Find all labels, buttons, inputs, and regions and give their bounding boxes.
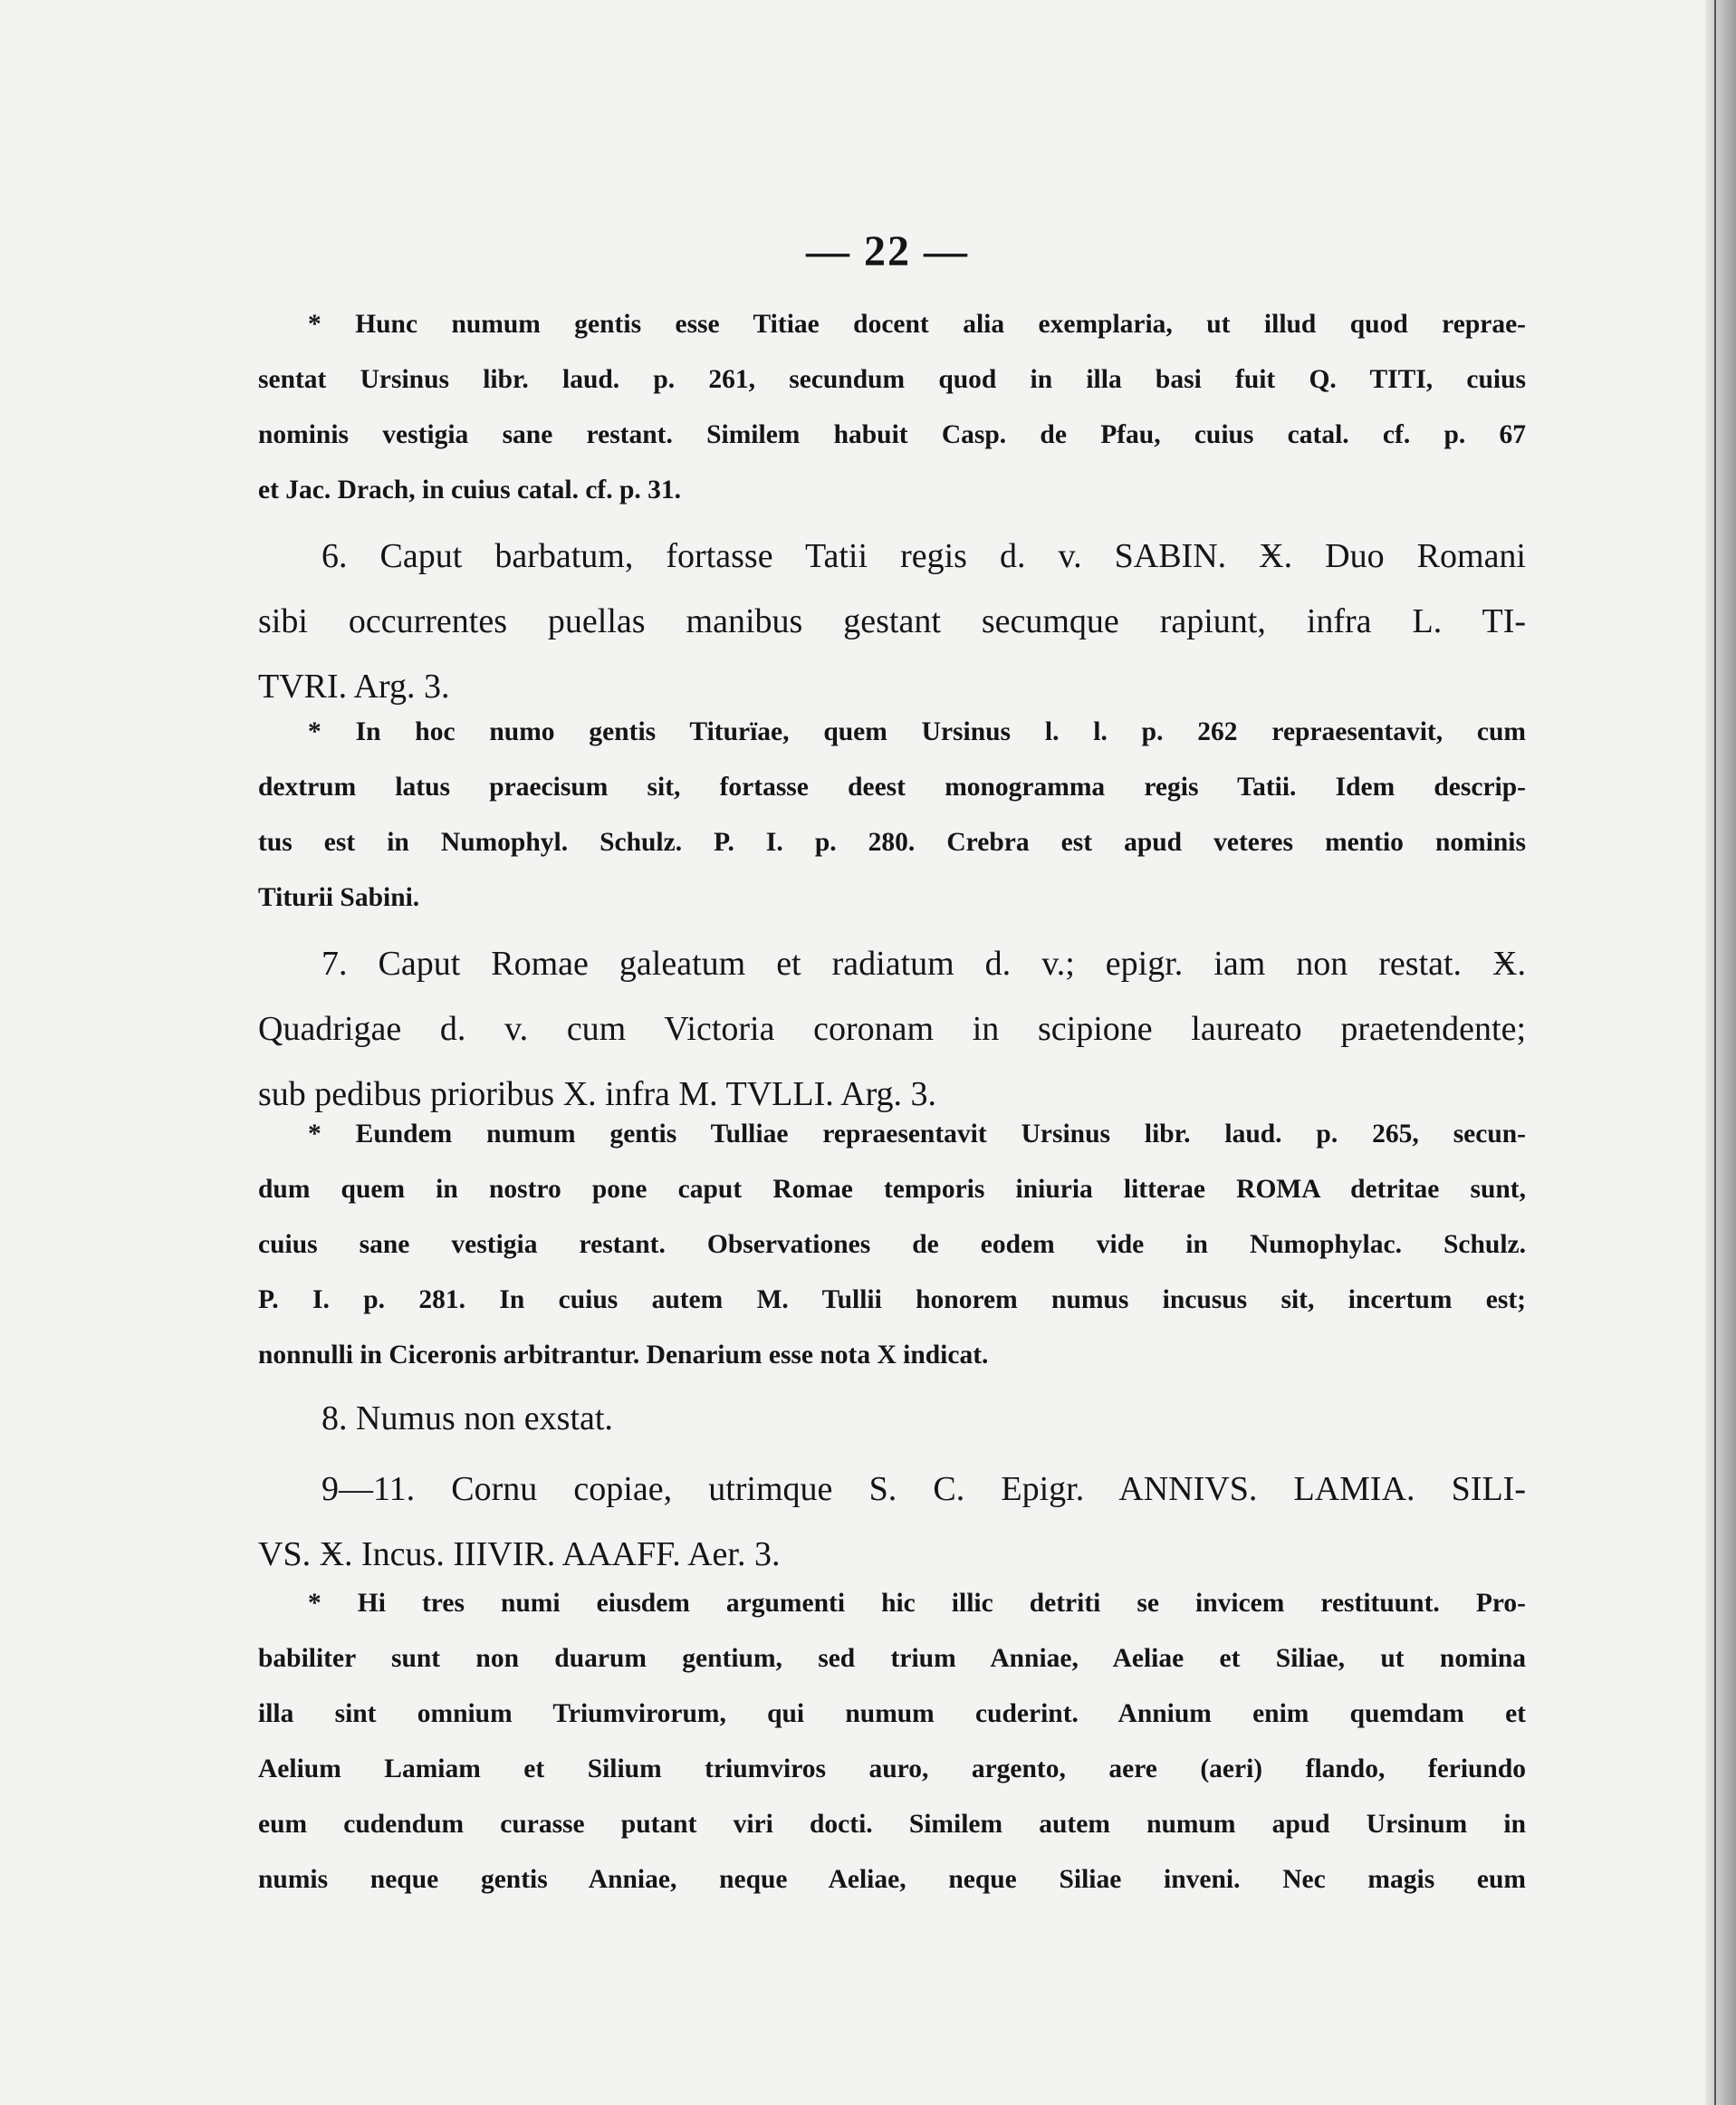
text-line: 6. Caput barbatum, fortasse Tatii regis d. v. SABIN. Ӿ. Duo Romani [321,537,1526,575]
text-line: * Eundem numum gentis Tulliae repraesentavit Ursinus libr. laud. p. 265, secun- [308,1120,1526,1149]
text-line: TVRI. Arg. 3. [258,668,450,706]
footnote-tulliae [258,1107,1526,1383]
page-number: — 22 — [806,227,969,275]
text-line: 9—11. Cornu copiae, utrimque S. C. Epigr. ANNIVS. LAMIA. SILI- [321,1470,1526,1508]
text-line: 8. Numus non exstat. [321,1399,613,1437]
coin-entry-9-11 [258,1456,1526,1587]
text-line: * In hoc numo gentis Titurïae, quem Ursinus l. l. p. 262 repraesentavit, cum [308,717,1526,746]
page-edge-line [1714,0,1716,2105]
text-line: * Hunc numum gentis esse Titiae docent alia exemplaria, ut illud quod reprae- [308,310,1526,339]
footnote-titiae [258,297,1526,518]
text-line: babiliter sunt non duarum gentium, sed trium Anniae, Aeliae et Siliae, ut nomina [258,1644,1526,1673]
text-line: sub pedibus prioribus X. infra M. TVLLI. Arg. 3. [258,1075,937,1113]
coin-entry-7 [258,931,1526,1127]
text-line: Quadrigae d. v. cum Victoria coronam in scipione laureato praetendente; [258,1010,1526,1048]
book-spine-shadow [1705,0,1736,2105]
coin-entry-6 [258,524,1526,719]
footnote-anniae-aeliae-siliae [258,1576,1526,1908]
text-line: Titurii Sabini. [258,883,420,912]
text-line: tus est in Numophyl. Schulz. P. I. p. 280. Crebra est apud veteres mentio nominis [258,828,1526,857]
coin-entry-8 [258,1386,1526,1451]
text-line: P. I. p. 281. In cuius autem M. Tullii honorem numus incusus sit, incertum est; [258,1285,1526,1314]
text-line: 7. Caput Romae galeatum et radiatum d. v.; epigr. iam non restat. Ӿ. [321,945,1526,983]
text-line: sentat Ursinus libr. laud. p. 261, secundum quod in illa basi fuit Q. TITI, cuius [258,365,1526,394]
text-line: eum cudendum curasse putant viri docti. Similem autem numum apud Ursinum in [258,1810,1526,1839]
text-line: nominis vestigia sane restant. Similem habuit Casp. de Pfau, cuius catal. cf. p. 67 [258,420,1526,449]
text-line: sibi occurrentes puellas manibus gestant secumque rapiunt, infra L. TI- [258,602,1526,640]
text-line: numis neque gentis Anniae, neque Aeliae, neque Siliae inveni. Nec magis eum [258,1865,1526,1894]
text-line: VS. Ӿ. Incus. IIIVIR. AAAFF. Aer. 3. [258,1535,781,1573]
text-line: Aelium Lamiam et Silium triumviros auro, argento, aere (aeri) flando, feriundo [258,1754,1526,1783]
text-line: dextrum latus praecisum sit, fortasse deest monogramma regis Tatii. Idem descrip- [258,773,1526,802]
text-line: illa sint omnium Triumvirorum, qui numum cuderint. Annium enim quemdam et [258,1699,1526,1728]
text-line: et Jac. Drach, in cuius catal. cf. p. 31. [258,476,682,505]
text-line: nonnulli in Ciceronis arbitrantur. Denarium esse nota X indicat. [258,1341,989,1370]
text-line: * Hi tres numi eiusdem argumenti hic illic detriti se invicem restituunt. Pro- [308,1589,1526,1618]
text-line: cuius sane vestigia restant. Observationes de eodem vide in Numophylac. Schulz. [258,1230,1526,1259]
footnote-tituriae [258,705,1526,926]
text-line: dum quem in nostro pone caput Romae temporis iniuria litterae ROMA detritae sunt, [258,1175,1526,1204]
